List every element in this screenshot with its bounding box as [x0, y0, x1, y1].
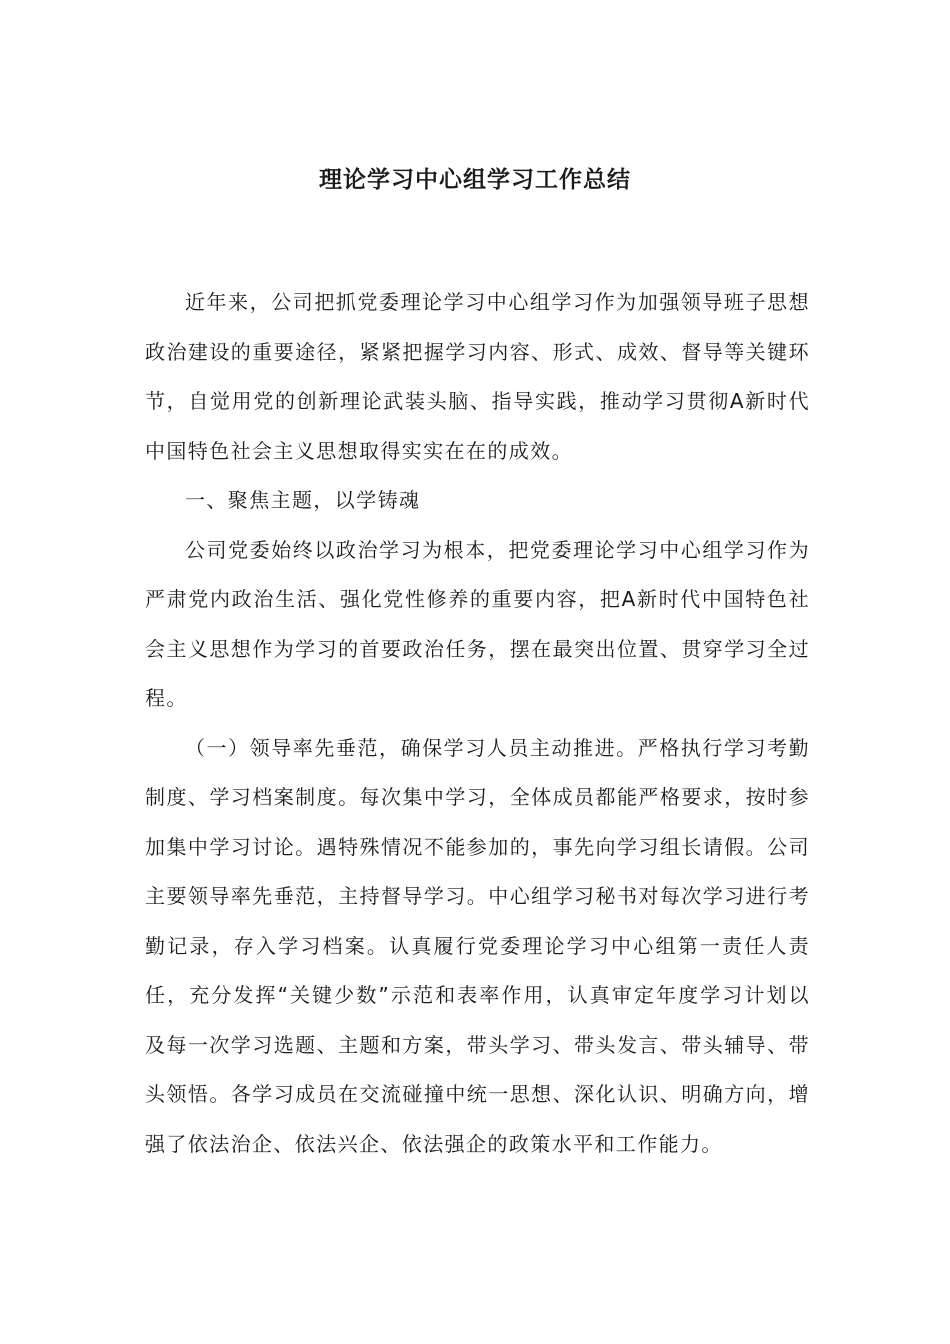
paragraph-section-1: 公司党委始终以政治学习为根本，把党委理论学习中心组学习作为严肃党内政治生活、强化党性修养的重要内容，把A新时代中国特色社会主义思想作为学习的首要政治任务，摆在最突出位置、贯穿学习全过程。	[145, 537, 810, 710]
document-title: 理论学习中心组学习工作总结	[319, 167, 631, 193]
section-heading-1: 一、聚焦主题，以学铸魂	[185, 488, 421, 512]
paragraph-intro: 近年来，公司把抓党委理论学习中心组学习作为加强领导班子思想政治建设的重要途径，紧紧把握学习内容、形式、成效、督导等关键环节，自觉用党的创新理论武装头脑、指导实践，推动学习贯彻A新时代中国特色社会主义思想取得实实在在的成效。	[145, 290, 810, 463]
document-body	[145, 278, 810, 1169]
paragraph-subsection-1: （一）领导率先垂范，确保学习人员主动推进。严格执行学习考勤制度、学习档案制度。每次集中学习，全体成员都能严格要求，按时参加集中学习讨论。遇特殊情况不能参加的，事先向学习组长请假。公司主要领导率先垂范，主持督导学习。中心组学习秘书对每次学习进行考勤记录，存入学习档案。认真履行党委理论学习中心组第一责任人责任，充分发挥“关键少数”示范和表率作用，认真审定年度学习计划以及每一次学习选题、主题和方案，带头学习、带头发言、带头辅导、带头领悟。各学习成员在交流碰撞中统一思想、深化认识、明确方向，增强了依法治企、依法兴企、依法强企的政策水平和工作能力。	[145, 735, 810, 1156]
